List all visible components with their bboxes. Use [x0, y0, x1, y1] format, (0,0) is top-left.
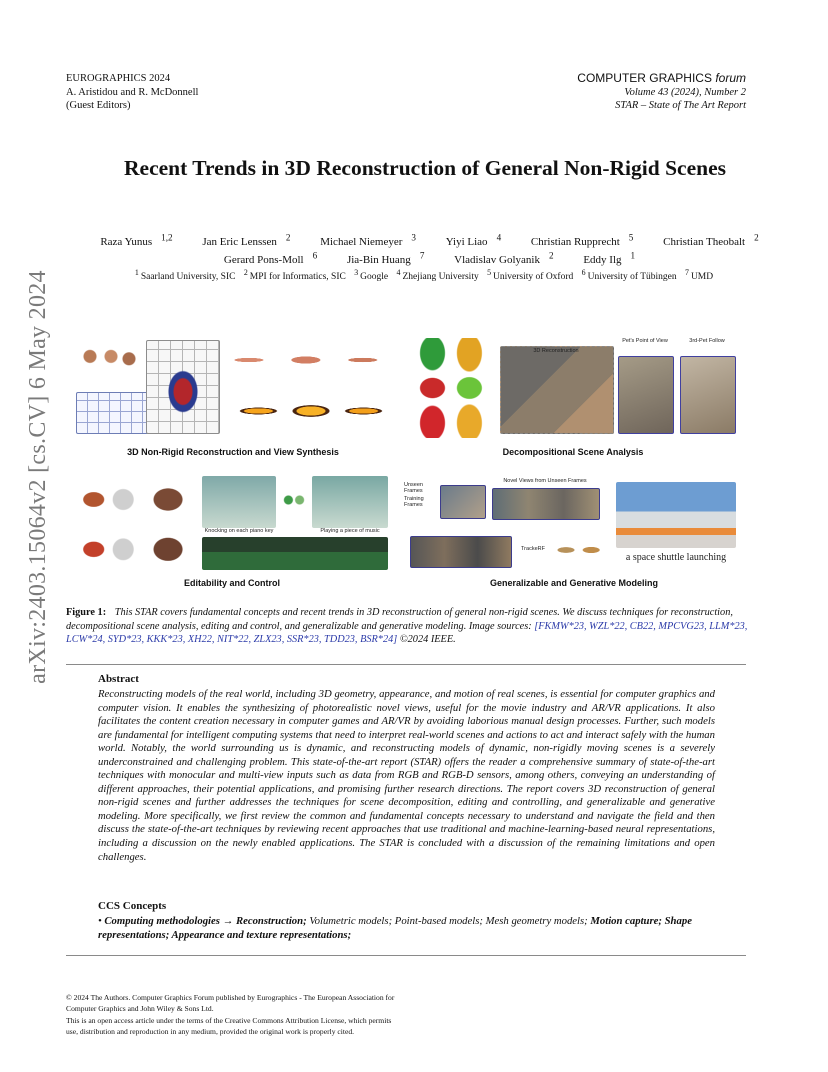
author-list — [60, 230, 790, 267]
piano-gesture-icons — [280, 488, 308, 512]
author: Christian Rupprecht $^5$ — [530, 232, 634, 248]
author: Gerard Pons-Moll $^6$ — [223, 250, 318, 267]
generated-dogs-image — [552, 536, 608, 564]
figure-caption-text: This STAR covers fundamental concepts and recent trends in 3D reconstruction of general non-rigid scenes. We discuss techniques for reconstruction, decompositional scene analysis, editing and control, and generalizable and generative modeling. Image sources: — [66, 607, 733, 632]
piano-music-video-image — [312, 476, 388, 528]
affiliation: $^5$ University of Oxford — [487, 268, 574, 283]
author: Raza Yunus $^{1,2}$ — [100, 232, 173, 248]
figure-caption — [66, 606, 756, 647]
guest-editors: A. Aristidou and R. McDonnell — [66, 86, 199, 98]
journal-suffix: forum — [715, 71, 746, 85]
ccs-tertiary: Motion capture; Shape representations; Appearance and texture representations; — [98, 915, 692, 941]
third-person-label: 3rd-Pet Follow — [689, 338, 725, 344]
volume-grid-image — [146, 340, 220, 434]
multiview-grid-image — [76, 392, 150, 434]
flame-sequence-image — [238, 388, 384, 434]
shuttle-prompt-label: a space shuttle launching — [625, 552, 727, 563]
author: Christian Theobalt $^2$ — [663, 232, 759, 248]
report-type: STAR – State of The Art Report — [615, 100, 746, 111]
affiliation: $^7$ UMD — [684, 268, 714, 283]
panel-caption-reconstruction: 3D Non-Rigid Reconstruction and View Synthesis — [127, 447, 339, 457]
guest-editors-note: (Guest Editors) — [66, 100, 131, 111]
ccs-concepts — [98, 915, 715, 942]
author: Jia-Bin Huang $^7$ — [346, 250, 425, 267]
tracking-frames-image — [410, 536, 512, 568]
arxiv-stamp: arXiv:2403.15064v2 [cs.CV] 6 May 2024 — [24, 270, 51, 684]
pet-view-frames-image — [618, 356, 674, 434]
ccs-primary: Computing methodologies — [104, 915, 220, 927]
abstract-divider — [66, 955, 746, 956]
deforming-object-image — [230, 340, 388, 380]
piano-key-video-image — [202, 476, 276, 528]
journal-volume: Volume 43 (2024), Number 2 — [624, 86, 746, 98]
training-frames-label: Training Frames — [404, 496, 424, 508]
tennis-frames-image — [202, 537, 388, 570]
figure-copyright: ©2024 IEEE. — [399, 634, 456, 646]
authors-line-2 — [60, 249, 790, 268]
trackerf-label: TrackeRF — [521, 546, 545, 552]
affiliation: $^2$ MPI for Informatics, SIC — [243, 268, 346, 283]
ccs-secondary: Reconstruction; — [235, 915, 307, 927]
affiliation: $^6$ University of Tübingen — [581, 268, 677, 283]
journal-name: COMPUTER GRAPHICS — [577, 71, 712, 85]
reconstruction-label: 3D Reconstruction — [533, 348, 579, 354]
paper-title: Recent Trends in 3D Reconstruction of General Non-Rigid Scenes — [124, 156, 726, 180]
novel-view-frames-image — [492, 488, 600, 520]
copyright-footer — [66, 992, 396, 1038]
pets-view-label: Pet's Point of View — [622, 338, 668, 344]
author: Yiyi Liao $^4$ — [445, 232, 502, 248]
license-notice: This is an open access article under the terms of the Creative Commons Attribution License, which permits use, distribution and reproduction in any medium, provided the original work is properly cited. — [66, 1015, 392, 1037]
caption-divider — [66, 664, 746, 665]
panel-caption-generative: Generalizable and Generative Modeling — [489, 578, 659, 588]
human-figures-image — [78, 342, 138, 390]
ccs-arrow: → — [222, 915, 234, 927]
affiliations — [60, 268, 790, 282]
author: Jan Eric Lenssen $^2$ — [202, 232, 291, 248]
affiliation: $^1$ Saarland University, SIC — [134, 268, 236, 283]
author: Vladislav Golyanik $^2$ — [454, 250, 554, 267]
abstract-text: Reconstructing models of the real world, including 3D geometry, appearance, and motion of real scenes, is essential for computer graphics and computer vision. It enables the synthesizing of photorealistic novel views, useful for the movie industry and AR/VR applications. It also facilitates the content creation necessary in computer games and AR/VR by avoiding laborious manual design processes. Further, such models are fundamental for intelligent computing systems that need to interpret real-world scenes and actions to act and interact safely with the human world. Notably, the world surrounding us is dynamic, and reconstructing models of dynamic, non-rigidly moving scenes is a severely underconstrained and challenging problem. This state-of-the-art report (STAR) offers the reader a comprehensive summary of state-of-the-art techniques with monocular and multi-view inputs such as data from RGB and RGB-D sensors, among others, conveying an understanding of different approaches, their potential applications, and promising further research directions. The report covers 3D reconstruction of general non-rigid scenes and further addresses the techniques for scene decomposition, editing and controlling, and generalizable and generative modeling. More specifically, we first review the common and fundamental concepts necessary to understand and navigate the field and then discuss the state-of-the-art techniques by reviewing recent approaches that use traditional and machine-learning-based neural representations, including a discussion on the newly enabled applications. The STAR is concluded with a discussion of the remaining limitations and open challenges. — [98, 688, 715, 863]
third-person-frames-image — [680, 356, 736, 434]
unseen-frames-stack — [440, 485, 486, 519]
panel-caption-decomposition: Decompositional Scene Analysis — [502, 447, 644, 457]
ccs-plain: Volumetric models; Point-based models; Mesh geometry models; — [309, 915, 588, 927]
authors-line-1 — [60, 230, 790, 249]
copyright-notice: © 2024 The Authors. Computer Graphics Forum published by Eurographics - The European Association for Computer Graphics and John Wiley & Sons Ltd. — [66, 993, 395, 1014]
affiliation: $^4$ Zhejiang University — [396, 268, 479, 283]
ccs-heading: CCS Concepts — [98, 900, 167, 912]
abstract-heading: Abstract — [98, 673, 139, 685]
conference-name: EUROGRAPHICS 2024 — [66, 73, 171, 84]
ccs-bullet: • — [98, 915, 102, 927]
figure-sources[interactable]: [FKMW*23, WZL*22, CB22, MPCVG23, LLM*23, LCW*24, SYD*23, KKK*23, XH22, NIT*22, ZLX23, SSR*23, TDD23, BSR*24] — [66, 620, 748, 646]
unseen-frames-label: Unseen Frames — [404, 482, 423, 494]
shuttle-launch-image — [616, 482, 736, 548]
author: Michael Niemeyer $^3$ — [320, 232, 416, 248]
novel-views-label: Novel Views from Unseen Frames — [503, 478, 587, 484]
affiliation: $^3$ Google — [354, 268, 389, 283]
panel-caption-editability: Editability and Control — [184, 578, 280, 588]
piano-music-label: Playing a piece of music — [320, 528, 380, 534]
figure-label: Figure 1: — [66, 607, 107, 618]
conference-header — [66, 72, 198, 113]
piano-key-label: Knocking on each piano key — [204, 528, 274, 534]
reconstruction-frames-image — [500, 346, 614, 434]
author: Eddy Ilg $^1$ — [583, 250, 636, 267]
journal-title — [577, 72, 746, 86]
journal-header — [577, 72, 746, 113]
decomposed-objects-image — [412, 338, 494, 438]
editable-avatars-image — [76, 476, 194, 570]
